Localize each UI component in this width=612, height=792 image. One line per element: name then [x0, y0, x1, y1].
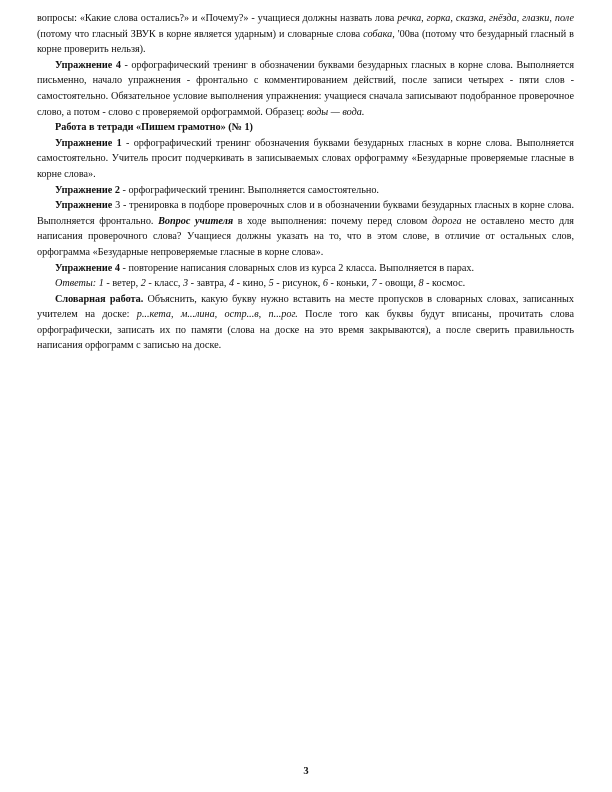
section-heading: Работа в тетради «Пишем грамотно» (№ 1) [55, 122, 253, 134]
page-content [37, 11, 574, 354]
answer-number: 7 [371, 278, 377, 290]
answer-word: - завтра, [188, 278, 229, 290]
exercise-title: Упражнение 2 [55, 184, 120, 196]
answer-word: - класс, [145, 278, 184, 290]
paragraph-exercise-4 [37, 58, 574, 120]
vocabulary-words: р...кета, м...лина, остр...в, п...рог. [136, 309, 298, 321]
text: вопросы: «Какие слова остались?» и «Почему?» - учащиеся должны назвать лова [37, 13, 398, 24]
answer-word: - кино, [234, 278, 269, 290]
text: в ходе выполнения: почему перед словом [233, 215, 433, 227]
exercise-title: Упражнение 4 [55, 262, 120, 274]
answer-word: - рисунок, [273, 278, 323, 290]
answer-word: - овощи, [376, 278, 419, 290]
text: После того как буквы будут вписаны, прочитать слова орфографически, записать их по памяти (слова на доске на это время закрываются), а после сверить правильность написания орфограмм с записью на доске. [37, 309, 574, 352]
answer-word: - космос. [423, 278, 466, 290]
answer-number: 4 [229, 278, 235, 290]
text: Объяснить, какую букву нужно вставить на месте пропусков в словарных словах, записанных учителем на доске: [37, 293, 574, 321]
sample-text: воды — вода. [306, 106, 365, 118]
paragraph-exercise-1 [37, 136, 574, 183]
example-words: речка, горка, сказка, гнёзда, глазки, поле [397, 13, 574, 24]
paragraph-exercise-3 [37, 198, 574, 260]
text: - повторение написания словарных слов из курса 2 класса. Выполняется в парах. [119, 262, 474, 274]
section-title: Словарная работа. [55, 293, 144, 305]
text: - орфографический тренинг обозначения буквами безударных гласных в корне слова. Выполняется самостоятельно. Учитель просит подчеркивать в записываемых словах орфограмму «Безударные проверяемые гласные в корне слова». [37, 137, 574, 180]
text: не оставлено место для написания проверочного слова? Учащиеся должны указать на то, что в этом слове, в отличие от остальных слов, орфограмма «Безударные непроверяемые гласные в корне слова». [37, 215, 574, 258]
answer-number: 1 [96, 278, 104, 290]
text: - орфографический тренинг. Выполняется самостоятельно. [119, 184, 379, 196]
answer-number: 3 [183, 278, 189, 290]
teacher-question-label: Вопрос учителя [158, 215, 234, 227]
answer-number: 8 [418, 278, 424, 290]
exercise-title: Упражнение 1 [55, 137, 122, 149]
page-number: 3 [303, 766, 309, 777]
text: (потому что гласный ЗВУК в корне является ударным) и словарные слова [37, 28, 364, 40]
paragraph-vocabulary-work [37, 292, 574, 354]
text: 3 - тренировка в подборе проверочных слов и в обозначении буквами безударных гласных в корне слова. Выполняется фронтально. [37, 200, 574, 227]
example-word: дорога [432, 215, 462, 227]
answer-number: 5 [268, 278, 274, 290]
answers-label: Ответы: [55, 278, 97, 290]
answer-number: 6 [322, 278, 328, 290]
answer-number: 2 [140, 278, 146, 290]
example-word: собака, [363, 28, 395, 40]
answer-word: - коньки, [327, 278, 372, 290]
paragraph-exercise-2 [37, 183, 574, 199]
exercise-title: Упражнение 4 [55, 59, 121, 71]
exercise-title: Упражнение [55, 200, 113, 212]
paragraph-answers [37, 276, 574, 292]
paragraph-exercise-questions [37, 11, 574, 58]
paragraph-exercise-4-repeat [37, 261, 574, 277]
answer-word: - ветер, [103, 278, 141, 290]
text: - орфографический тренинг в обозначении буквами безударных гласных в корне слова. Выполняется письменно, начало упражнения - фронтально с комментированием действий, после записи четырех - пяти слов - самостоятельно. Обязательное условие выполнения упражнения: учащиеся сначала записывают подобранное проверочное слово, а потом - слово с проверяемой орфограммой. Образец: [37, 59, 575, 118]
text: '00ва (потому что безударный гласный в корне проверить нельзя). [37, 28, 574, 56]
